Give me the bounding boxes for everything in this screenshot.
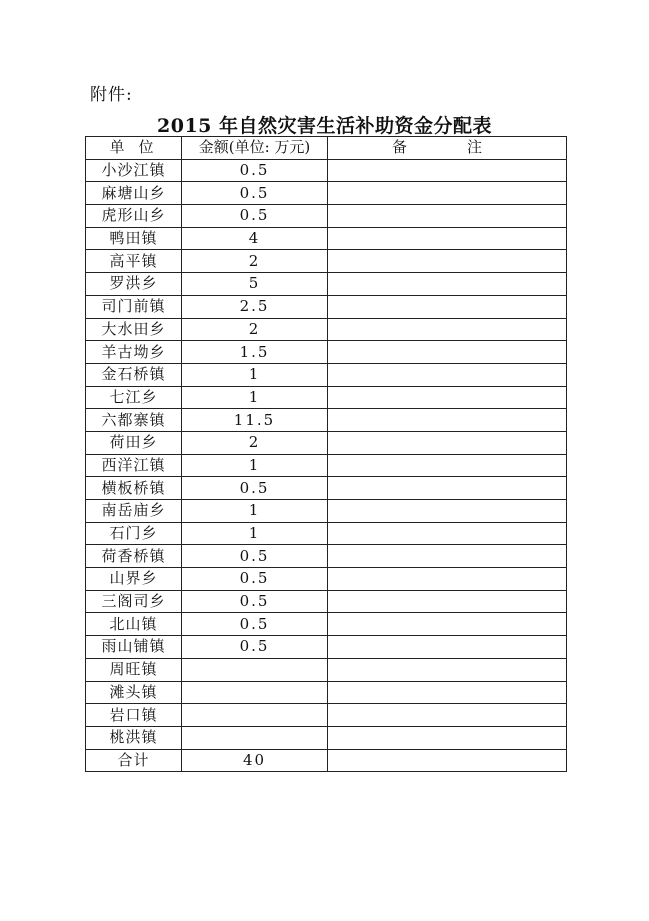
cell-remark xyxy=(328,681,567,704)
cell-unit: 周旺镇 xyxy=(86,658,182,681)
cell-remark xyxy=(328,726,567,749)
cell-remark xyxy=(328,500,567,523)
attachment-label: 附件: xyxy=(90,85,133,105)
cell-unit: 西洋江镇 xyxy=(86,454,182,477)
cell-amount xyxy=(182,681,328,704)
cell-remark xyxy=(328,227,567,250)
cell-amount: 0.5 xyxy=(182,159,328,182)
table-row xyxy=(86,295,567,318)
cell-unit: 荷香桥镇 xyxy=(86,545,182,568)
cell-remark xyxy=(328,295,567,318)
table-row xyxy=(86,726,567,749)
cell-remark xyxy=(328,704,567,727)
header-amount: 金额(单位: 万元) xyxy=(182,137,328,160)
total-amount: 40 xyxy=(182,749,328,772)
cell-unit: 六都寨镇 xyxy=(86,409,182,432)
cell-unit: 大水田乡 xyxy=(86,318,182,341)
cell-remark xyxy=(328,273,567,296)
cell-remark xyxy=(328,545,567,568)
cell-remark xyxy=(328,590,567,613)
table-body xyxy=(86,159,567,749)
table-row xyxy=(86,159,567,182)
cell-unit: 麻塘山乡 xyxy=(86,182,182,205)
table-row xyxy=(86,658,567,681)
cell-amount xyxy=(182,658,328,681)
cell-remark xyxy=(328,318,567,341)
cell-amount: 1 xyxy=(182,386,328,409)
cell-remark xyxy=(328,522,567,545)
cell-unit: 雨山铺镇 xyxy=(86,636,182,659)
cell-unit: 罗洪乡 xyxy=(86,273,182,296)
cell-unit: 小沙江镇 xyxy=(86,159,182,182)
header-remark: 备注 xyxy=(328,137,567,160)
table-row xyxy=(86,545,567,568)
table-row xyxy=(86,522,567,545)
table-row xyxy=(86,454,567,477)
cell-amount: 1 xyxy=(182,500,328,523)
cell-unit: 司门前镇 xyxy=(86,295,182,318)
cell-unit: 滩头镇 xyxy=(86,681,182,704)
cell-amount: 1 xyxy=(182,522,328,545)
table-row xyxy=(86,318,567,341)
allocation-table xyxy=(85,136,567,772)
cell-amount: 11.5 xyxy=(182,409,328,432)
table-row xyxy=(86,250,567,273)
cell-unit: 南岳庙乡 xyxy=(86,500,182,523)
cell-amount: 0.5 xyxy=(182,545,328,568)
cell-amount: 2 xyxy=(182,318,328,341)
cell-unit: 三阁司乡 xyxy=(86,590,182,613)
cell-unit: 北山镇 xyxy=(86,613,182,636)
cell-amount: 0.5 xyxy=(182,477,328,500)
table-row xyxy=(86,409,567,432)
cell-remark xyxy=(328,636,567,659)
cell-amount: 0.5 xyxy=(182,613,328,636)
table-row xyxy=(86,182,567,205)
cell-amount: 0.5 xyxy=(182,205,328,228)
table-row xyxy=(86,636,567,659)
cell-amount: 2.5 xyxy=(182,295,328,318)
table-row xyxy=(86,227,567,250)
cell-amount: 5 xyxy=(182,273,328,296)
cell-remark xyxy=(328,205,567,228)
cell-unit: 石门乡 xyxy=(86,522,182,545)
cell-unit: 山界乡 xyxy=(86,568,182,591)
cell-amount xyxy=(182,726,328,749)
table-row xyxy=(86,477,567,500)
cell-unit: 岩口镇 xyxy=(86,704,182,727)
table-row xyxy=(86,205,567,228)
table-row xyxy=(86,386,567,409)
cell-unit: 桃洪镇 xyxy=(86,726,182,749)
table-row xyxy=(86,613,567,636)
cell-amount xyxy=(182,704,328,727)
cell-remark xyxy=(328,431,567,454)
cell-unit: 横板桥镇 xyxy=(86,477,182,500)
cell-amount: 2 xyxy=(182,250,328,273)
cell-unit: 金石桥镇 xyxy=(86,363,182,386)
cell-unit: 高平镇 xyxy=(86,250,182,273)
table-row xyxy=(86,568,567,591)
cell-amount: 1 xyxy=(182,363,328,386)
cell-amount: 2 xyxy=(182,431,328,454)
cell-unit: 虎形山乡 xyxy=(86,205,182,228)
table-header-row xyxy=(86,137,567,160)
cell-remark xyxy=(328,159,567,182)
table-row xyxy=(86,431,567,454)
total-remark xyxy=(328,749,567,772)
cell-unit: 荷田乡 xyxy=(86,431,182,454)
table-row xyxy=(86,681,567,704)
cell-amount: 0.5 xyxy=(182,568,328,591)
total-label: 合计 xyxy=(86,749,182,772)
cell-amount: 0.5 xyxy=(182,182,328,205)
table-row xyxy=(86,341,567,364)
cell-remark xyxy=(328,250,567,273)
cell-amount: 4 xyxy=(182,227,328,250)
cell-remark xyxy=(328,409,567,432)
table-row xyxy=(86,363,567,386)
cell-amount: 1.5 xyxy=(182,341,328,364)
cell-remark xyxy=(328,363,567,386)
cell-remark xyxy=(328,613,567,636)
cell-amount: 1 xyxy=(182,454,328,477)
cell-remark xyxy=(328,182,567,205)
cell-remark xyxy=(328,568,567,591)
table-row xyxy=(86,704,567,727)
cell-remark xyxy=(328,386,567,409)
page-title: 2015 年自然灾害生活补助资金分配表 xyxy=(157,115,492,137)
table-row xyxy=(86,500,567,523)
cell-remark xyxy=(328,477,567,500)
table-row xyxy=(86,273,567,296)
total-row xyxy=(86,749,567,772)
cell-remark xyxy=(328,658,567,681)
cell-unit: 七江乡 xyxy=(86,386,182,409)
cell-remark xyxy=(328,454,567,477)
cell-unit: 鸭田镇 xyxy=(86,227,182,250)
cell-unit: 羊古坳乡 xyxy=(86,341,182,364)
table-row xyxy=(86,590,567,613)
cell-amount: 0.5 xyxy=(182,590,328,613)
cell-amount: 0.5 xyxy=(182,636,328,659)
cell-remark xyxy=(328,341,567,364)
header-unit: 单位 xyxy=(86,137,182,160)
